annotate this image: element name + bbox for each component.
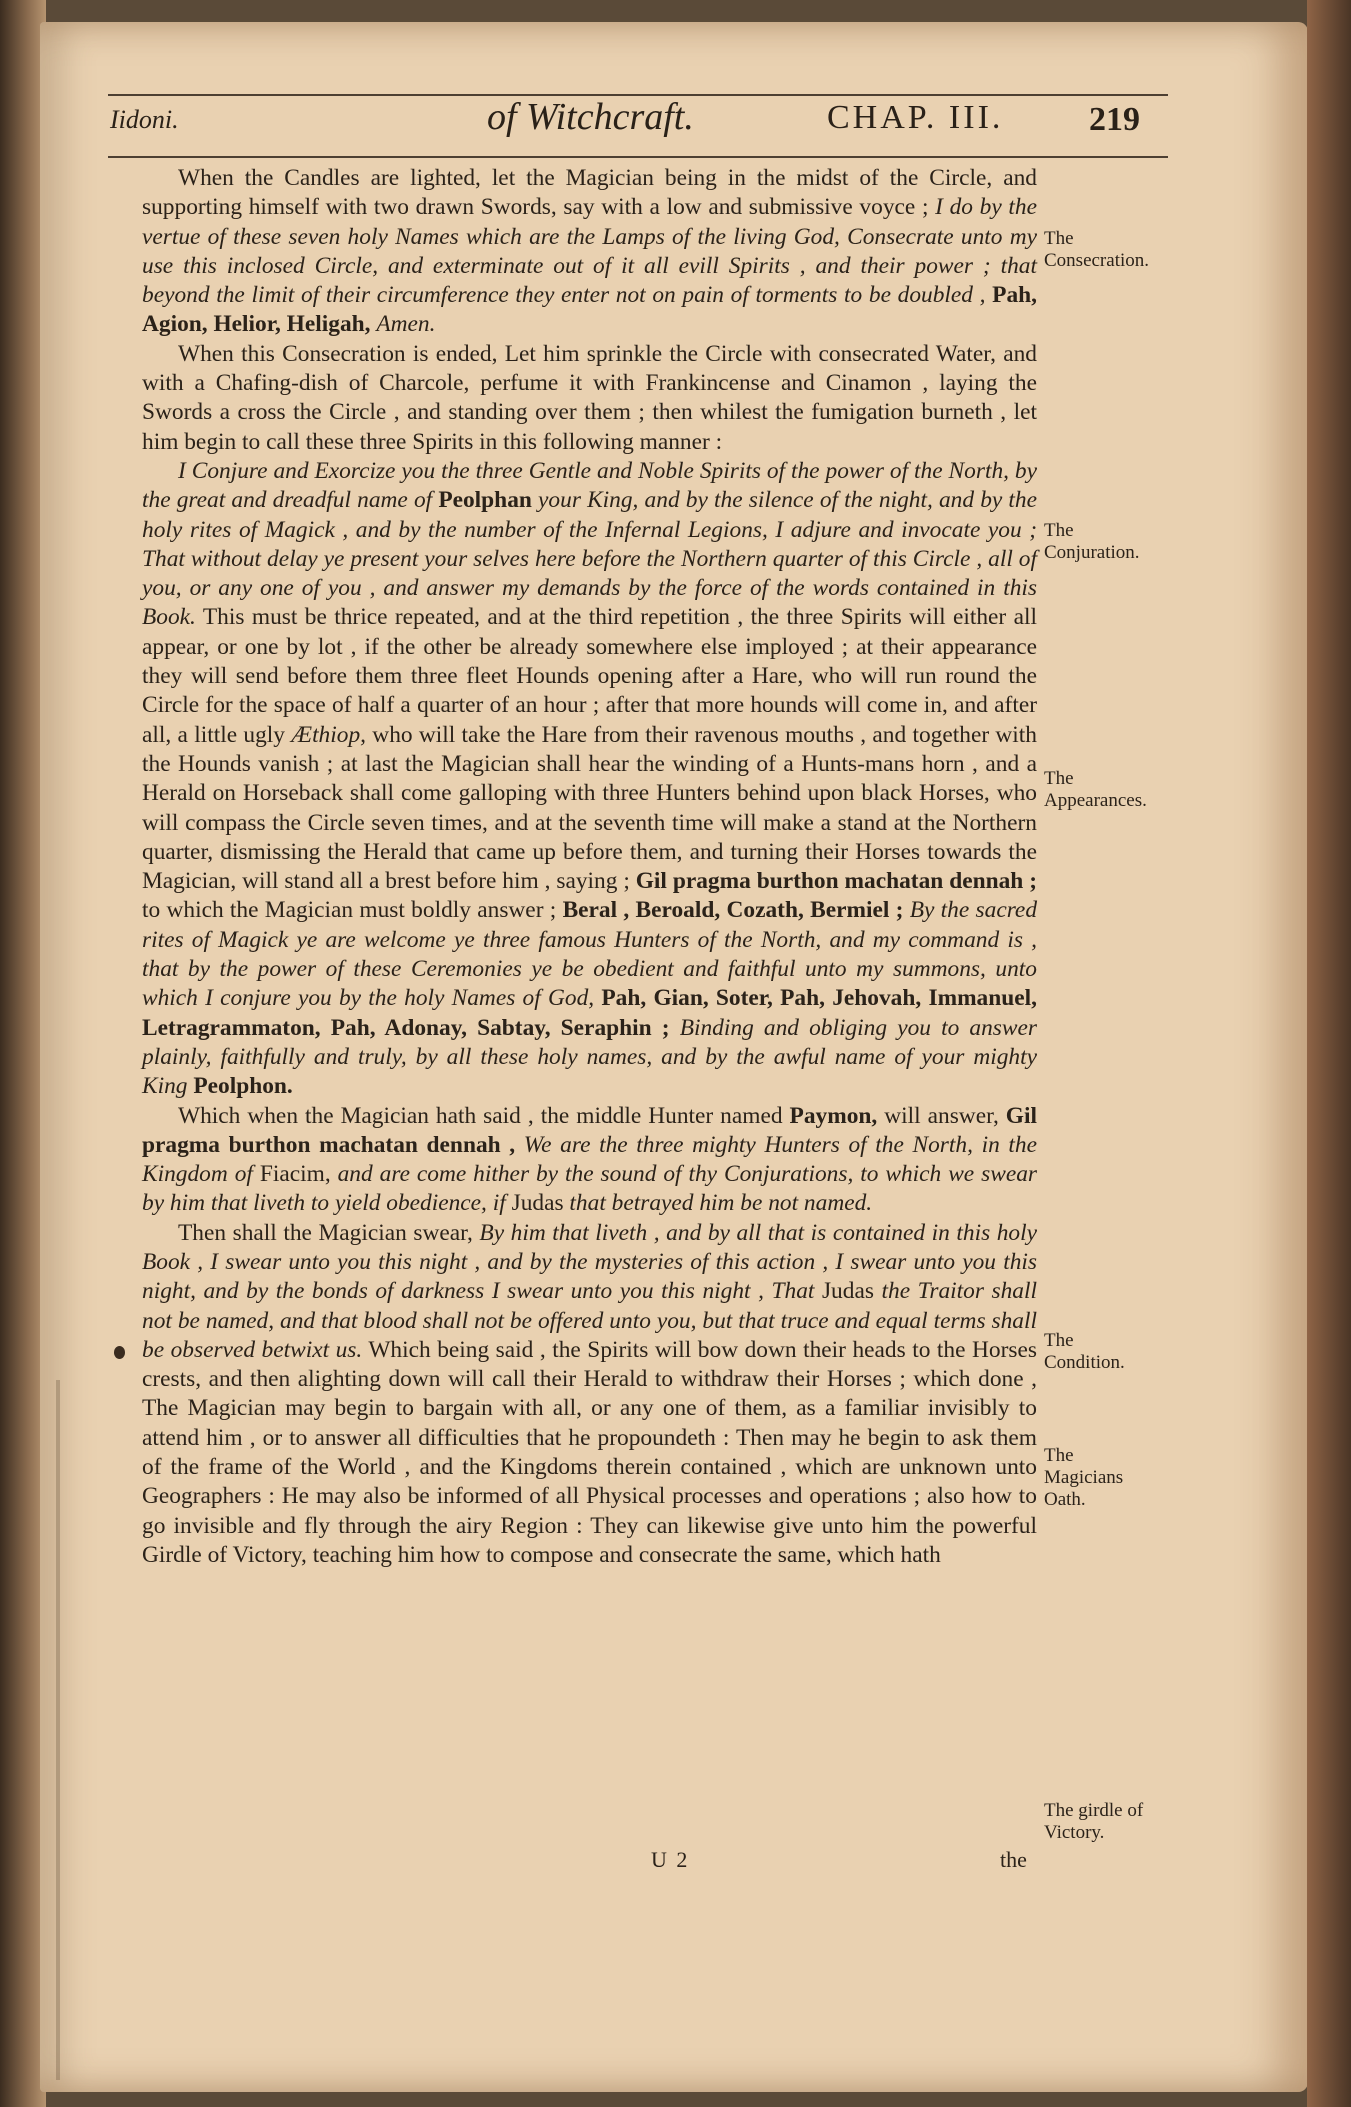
text-run: This must be thrice repeated, and at the third repetition , the three Spirits will either all appear, or one by lot , if the other be already somewhere else imployed ; at their appearance they will send before them three fleet Hounds opening after a Hare, who will run round the Circle for the space of half a quarter of an hour ; after that more hounds will come in, and after all, a little ugly — [142, 604, 1037, 748]
margin-note: The Magicians Oath. — [1044, 1445, 1124, 1510]
text-run: Pah, Agion, Helior, Heligah, — [142, 282, 1037, 338]
paper-crease — [56, 1380, 60, 2080]
text-run: your King, and by the silence of the night, and by the holy rites of Magick , and by the number of the Infernal Legions, I adjure and invocate you ; That without delay ye present your selves here before the Northern quarter of this Circle , all of you, or any one of you , and answer my demands by the force of the words contained in this Book. — [142, 487, 1037, 631]
text-run: When the Candles are lighted, let the Magician being in the midst of the Circle, and supporting himself with two drawn Swords, say with a low and submissive voyce ; — [142, 165, 1037, 221]
text-run: will answer, — [877, 1102, 1006, 1129]
text-run: Fiacim, — [259, 1161, 331, 1188]
margin-note: The girdle of Victory. — [1044, 1800, 1144, 1843]
text-run: Paymon, — [789, 1102, 878, 1129]
text-run: Judas — [821, 1278, 874, 1305]
text-run: to which the Magician must boldly answer ; — [142, 897, 563, 924]
margin-note: The Appearances. — [1044, 768, 1147, 811]
text-run: Then shall the Magician swear, — [178, 1219, 480, 1246]
text-run: Beral , Beroald, Cozath, Bermiel ; — [562, 897, 910, 924]
page-number: 219 — [1089, 101, 1140, 138]
header-chapter: CHAP. III. — [827, 99, 1004, 136]
header-left: Iidoni. — [110, 105, 179, 134]
margin-note: The Condition. — [1044, 1330, 1125, 1373]
ink-blot — [114, 1346, 125, 1359]
paragraph — [142, 164, 1037, 340]
header-title: of Witchcraft. — [487, 96, 694, 138]
body-text — [142, 164, 1037, 1570]
text-run: By the sacred rites of Magick ye are welcome ye three famous Hunters of the North, and my command is , that by the power of these Ceremonies ye be obedient and faithful unto my summons, unto which I conjure you by the holy Names of God, — [142, 897, 1038, 1012]
running-header — [107, 95, 1167, 155]
text-run: By him that liveth , and by all that is contained in this holy Book , I swear unto you this night , and by the mysteries of this action , I swear unto you this night, and by the bonds of darkness I swear unto you this night , That — [142, 1219, 1038, 1305]
text-run: We are the three mighty Hunters of the North, in the Kingdom of — [142, 1131, 1037, 1188]
text-run: Gil pragma burthon machatan dennah ; — [635, 868, 1038, 895]
text-run: Judas — [511, 1190, 564, 1217]
page-edge — [1307, 0, 1351, 2107]
signature-mark: U 2 — [651, 1847, 690, 1872]
paragraph — [142, 1102, 1037, 1219]
text-run: Peolphan — [438, 487, 539, 514]
catchword: the — [1000, 1847, 1027, 1872]
paragraph — [142, 457, 1037, 1102]
text-run: I do by the vertue of these seven holy Names which are the Lamps of the living God, Consecrate unto my use this inclosed Circle, and exterminate out of it all evill Spirits , and their power ; that beyond the limit of their circumference they enter not on pain of torments to be doubled , — [142, 194, 1037, 309]
header-rule-bottom — [108, 156, 1168, 158]
text-run: and are come hither by the sound of thy Conjurations, to which we swear by him that liveth to yield obedience, if — [142, 1161, 1037, 1217]
text-run: who will take the Hare from their ravenous mouths , and together with the Hounds vanish ; at last the Magician shall hear the winding of a Hunts-mans horn , and a Herald on Horseback shall come galloping with three Hunters behind upon black Horses, who will compass the Circle seven times, and at the seventh time will make a stand at the Northern quarter, dismissing the Herald that came up before them, and turning their Horses towards the Magician, will stand all a brest before him , saying ; — [142, 721, 1037, 895]
text-run: Binding and obliging you to answer plainly, faithfully and truly, by all these holy names, and by the awful name of your mighty King — [142, 1014, 1037, 1100]
text-run: Which when the Magician hath said , the middle Hunter named — [178, 1102, 790, 1129]
margin-note: The Consecration. — [1044, 228, 1150, 271]
text-run: the Traitor shall not be named, and that blood shall not be offered unto you, but that truce and equal terms shall be observed betwixt us. — [142, 1278, 1037, 1363]
text-run: Gil pragma burthon machatan dennah , — [142, 1102, 1037, 1158]
text-run: I Conjure and Exorcize you the three Gentle and Noble Spirits of the power of the North, by the great and dreadful name of — [142, 457, 1037, 514]
text-run: Æthiop, — [291, 721, 366, 748]
text-run: Which being said , the Spirits will bow down their heads to the Horses crests, and then alighting down will call their Herald to withdraw their Horses ; which done , The Magician may begin to bargain with all, or any one of them, as a familiar invisibly to attend him , or to answer all difficulties that he propoundeth : Then may he begin to ask them of the frame of the World , and the Kingdoms therein contained , which are unknown unto Geographers : He may also be informed of all Physical processes and operations ; also how to go invisible and fly through the airy Region : They can likewise give unto him the powerful Girdle of Victory, teaching him how to compose and consecrate the same, which hath — [142, 1336, 1037, 1568]
paragraph — [142, 340, 1037, 457]
text-run: Peolphon. — [193, 1073, 293, 1100]
text-run: Amen. — [376, 311, 436, 338]
paragraph — [142, 1219, 1037, 1571]
text-run: Pah, Gian, Soter, Pah, Jehovah, Immanuel, Letragrammaton, Pah, Adonay, Sabtay, Seraphin ; — [142, 985, 1037, 1041]
margin-note: The Conjuration. — [1044, 520, 1140, 563]
text-run: When this Consecration is ended, Let him sprinkle the Circle with consecrated Water, and with a Chafing-dish of Charcole, perfume it with Frankincense and Cinamon , laying the Swords a cross the Circle , and standing over them ; then whilest the fumigation burneth , let him begin to call these three Spirits in this following manner : — [142, 340, 1037, 455]
text-run: that betrayed him be not named. — [563, 1190, 873, 1217]
